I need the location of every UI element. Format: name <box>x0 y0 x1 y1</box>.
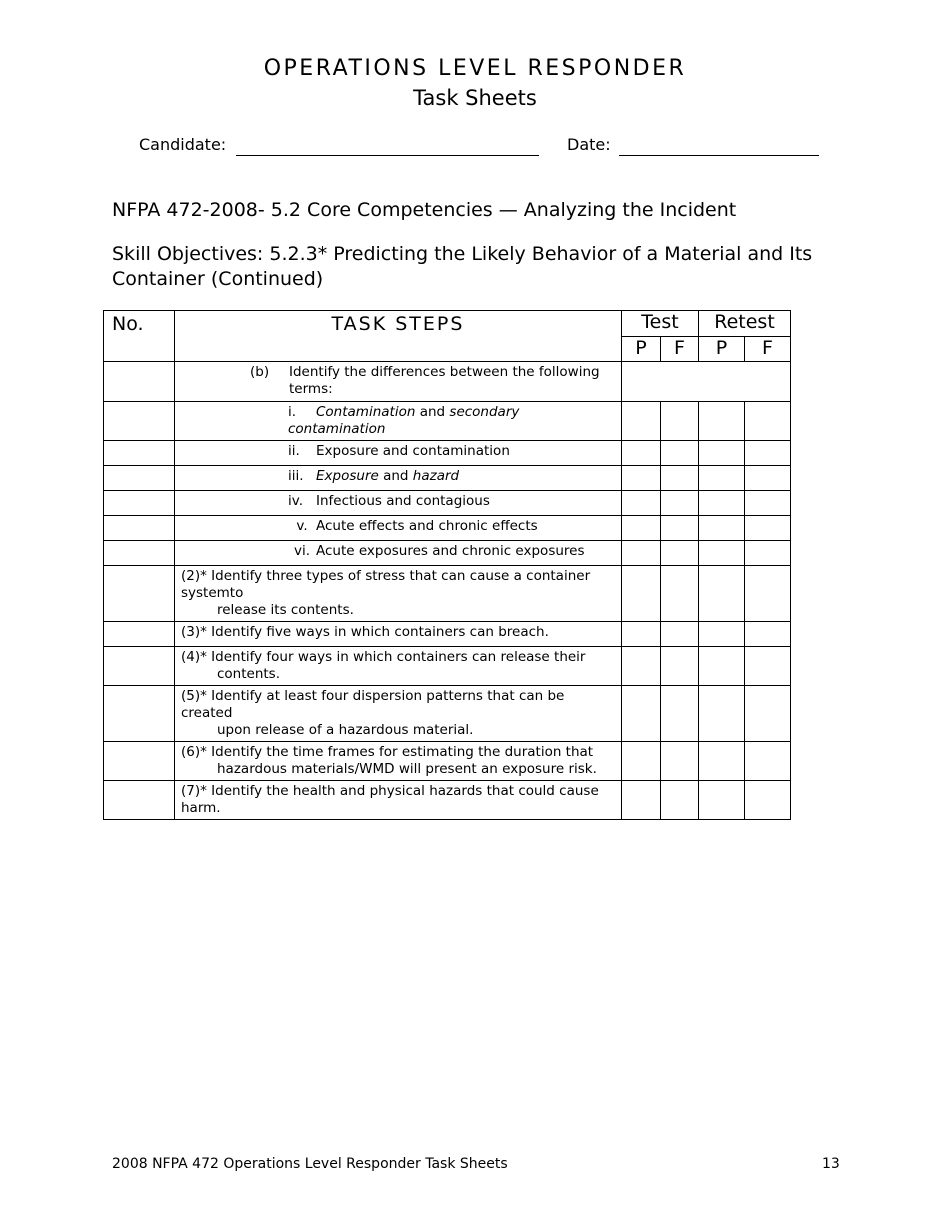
retest-fail-cell[interactable] <box>745 781 791 820</box>
retest-pass-cell[interactable] <box>699 686 745 742</box>
test-pass-cell[interactable] <box>622 441 661 466</box>
page-number: 13 <box>822 1156 840 1172</box>
test-pass-cell[interactable] <box>622 402 661 441</box>
test-pass-cell[interactable] <box>622 516 661 541</box>
task-step-cell: (5)* Identify at least four dispersion patterns that can be created upon release of a hazardous material. <box>175 686 622 742</box>
retest-pass-cell[interactable] <box>699 516 745 541</box>
step-text-continued: terms: <box>289 381 333 397</box>
candidate-field[interactable] <box>236 155 539 156</box>
test-fail-cell[interactable] <box>661 566 699 622</box>
retest-pass-cell[interactable] <box>699 647 745 686</box>
test-fail-cell[interactable] <box>661 516 699 541</box>
task-step-cell <box>175 362 622 402</box>
table-row <box>104 516 791 541</box>
retest-fail-cell[interactable] <box>745 742 791 781</box>
retest-pass-cell[interactable] <box>699 742 745 781</box>
task-step-cell: ii. Exposure and contamination <box>175 441 622 466</box>
table-row <box>104 466 791 491</box>
col-header-test: Test <box>622 311 699 337</box>
col-header-test-fail: F <box>661 337 699 362</box>
test-pass-cell[interactable] <box>622 566 661 622</box>
col-header-no: No. <box>104 311 175 362</box>
retest-pass-cell[interactable] <box>699 402 745 441</box>
test-fail-cell[interactable] <box>661 541 699 566</box>
col-header-task-steps: TASK STEPS <box>175 311 622 362</box>
test-pass-cell[interactable] <box>622 781 661 820</box>
table-row <box>104 647 791 686</box>
table-row <box>104 742 791 781</box>
retest-fail-cell[interactable] <box>745 541 791 566</box>
step-marker: (b) <box>250 364 270 380</box>
retest-fail-cell[interactable] <box>745 466 791 491</box>
test-fail-cell[interactable] <box>661 466 699 491</box>
date-field[interactable] <box>619 155 819 156</box>
task-step-cell: v. Acute effects and chronic effects <box>175 516 622 541</box>
date-label: Date: <box>567 135 611 154</box>
retest-fail-cell[interactable] <box>745 441 791 466</box>
table-row <box>104 441 791 466</box>
table-row <box>104 686 791 742</box>
table-row <box>104 491 791 516</box>
retest-fail-cell[interactable] <box>745 622 791 647</box>
test-fail-cell[interactable] <box>661 402 699 441</box>
task-step-cell: vi. Acute exposures and chronic exposures <box>175 541 622 566</box>
retest-pass-cell[interactable] <box>699 441 745 466</box>
table-row <box>104 781 791 820</box>
test-pass-cell[interactable] <box>622 742 661 781</box>
test-fail-cell[interactable] <box>661 781 699 820</box>
task-step-cell: (2)* Identify three types of stress that can cause a container systemto release its contents. <box>175 566 622 622</box>
col-header-retest: Retest <box>699 311 791 337</box>
test-pass-cell[interactable] <box>622 622 661 647</box>
col-header-retest-pass: P <box>699 337 745 362</box>
retest-pass-cell[interactable] <box>699 781 745 820</box>
retest-pass-cell[interactable] <box>699 466 745 491</box>
retest-fail-cell[interactable] <box>745 566 791 622</box>
table-row <box>104 402 791 441</box>
task-table <box>103 310 791 820</box>
task-step-cell: (6)* Identify the time frames for estimating the duration that hazardous materials/WMD will present an exposure risk. <box>175 742 622 781</box>
col-header-test-pass: P <box>622 337 661 362</box>
test-fail-cell[interactable] <box>661 647 699 686</box>
document-title: OPERATIONS LEVEL RESPONDER <box>263 56 687 81</box>
retest-pass-cell[interactable] <box>699 491 745 516</box>
test-fail-cell[interactable] <box>661 686 699 742</box>
test-fail-cell[interactable] <box>661 742 699 781</box>
skill-objectives-heading: Skill Objectives: 5.2.3* Predicting the Likely Behavior of a Material and Its Container (Continued) <box>112 243 813 290</box>
retest-fail-cell[interactable] <box>745 491 791 516</box>
task-step-cell: (4)* Identify four ways in which containers can release their contents. <box>175 647 622 686</box>
task-step-cell: i. Contamination and secondary contamination <box>175 402 622 441</box>
table-row <box>104 622 791 647</box>
step-text: Identify the differences between the following <box>289 364 600 380</box>
table-row <box>104 362 791 402</box>
test-pass-cell[interactable] <box>622 647 661 686</box>
retest-fail-cell[interactable] <box>745 647 791 686</box>
retest-fail-cell[interactable] <box>745 402 791 441</box>
no-cell <box>104 362 175 402</box>
task-step-cell: iii. Exposure and hazard <box>175 466 622 491</box>
col-header-retest-fail: F <box>745 337 791 362</box>
test-pass-cell[interactable] <box>622 686 661 742</box>
task-step-cell: (3)* Identify five ways in which containers can breach. <box>175 622 622 647</box>
merged-score-cell <box>622 362 791 402</box>
test-fail-cell[interactable] <box>661 441 699 466</box>
task-step-cell: (7)* Identify the health and physical hazards that could cause harm. <box>175 781 622 820</box>
test-fail-cell[interactable] <box>661 491 699 516</box>
footer-text: 2008 NFPA 472 Operations Level Responder Task Sheets <box>112 1156 508 1172</box>
document-subtitle: Task Sheets <box>413 86 537 110</box>
candidate-label: Candidate: <box>139 135 227 154</box>
test-pass-cell[interactable] <box>622 491 661 516</box>
task-step-cell: iv. Infectious and contagious <box>175 491 622 516</box>
table-row <box>104 566 791 622</box>
retest-pass-cell[interactable] <box>699 622 745 647</box>
retest-fail-cell[interactable] <box>745 686 791 742</box>
standard-heading: NFPA 472-2008- 5.2 Core Competencies — Analyzing the Incident <box>112 199 737 221</box>
retest-pass-cell[interactable] <box>699 566 745 622</box>
test-pass-cell[interactable] <box>622 466 661 491</box>
table-row <box>104 541 791 566</box>
retest-fail-cell[interactable] <box>745 516 791 541</box>
test-pass-cell[interactable] <box>622 541 661 566</box>
retest-pass-cell[interactable] <box>699 541 745 566</box>
test-fail-cell[interactable] <box>661 622 699 647</box>
